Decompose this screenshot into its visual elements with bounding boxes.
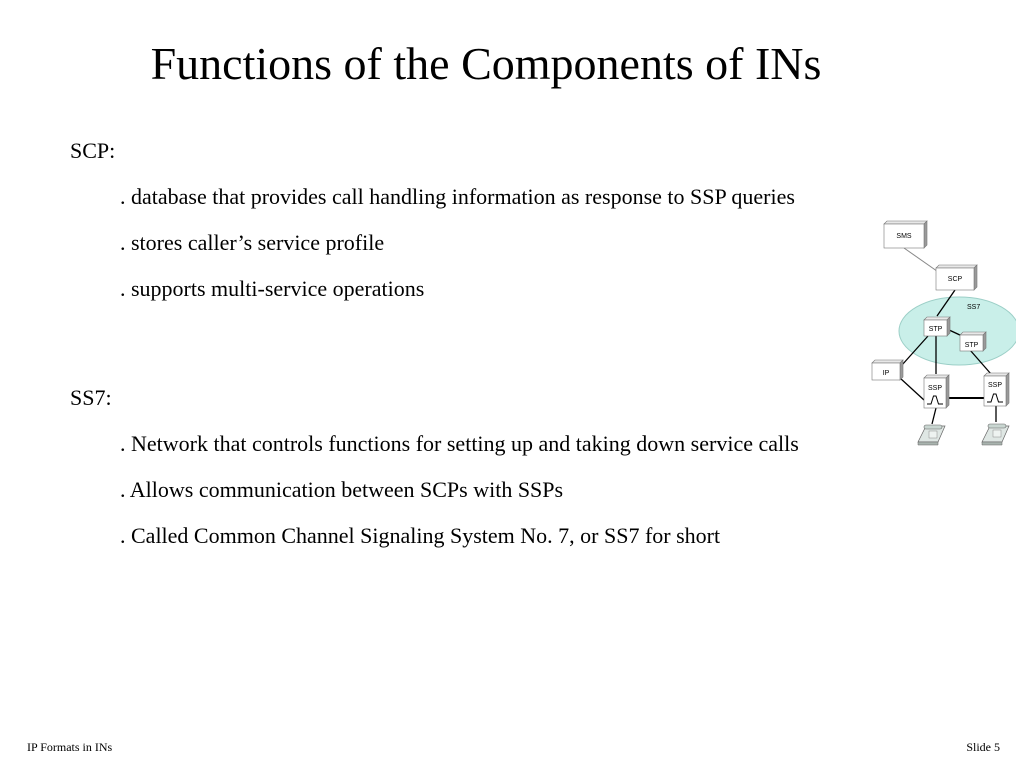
ip-label: IP [882,370,890,377]
telephone-icon [982,424,1009,445]
ss7-bullet-3: . Called Common Channel Signaling System No. 7, or SS7 for short [120,523,721,548]
footer-presentation-title: IP Formats in INs [27,740,113,754]
ss7-cloud [899,297,1016,365]
scp-bullet-2: . stores caller’s service profile [120,230,385,255]
scp-label: SCP [947,276,963,283]
link-ip-ssp1 [900,378,924,400]
stp-label-2: STP [964,342,979,349]
scp-node [936,265,977,290]
ss7-bullet-2: . Allows communication between SCPs with SSPs [120,477,564,502]
telephone-icon [918,425,945,445]
ssp-node-1 [924,375,949,408]
scp-heading: SCP: [70,138,116,163]
scp-bullet-3: . supports multi-service operations [120,276,425,301]
scp-bullet-1: . database that provides call handling information as response to SSP queries [120,184,795,209]
ssp-label-2: SSP [987,382,1003,389]
stp-node-1 [924,317,950,336]
ssp-label-1: SSP [927,385,943,392]
link-ssp1-phone [932,408,936,424]
ss7-bullet-1: . Network that controls functions for setting up and taking down service calls [120,431,799,456]
footer-slide-number: Slide 5 [966,740,1000,754]
ip-node [872,360,903,380]
ssp-node-2 [984,373,1009,406]
ss7-label: SS7 [967,304,981,311]
in-network-diagram [860,212,1016,452]
slide-title: Functions of the Components of INs [150,38,822,89]
ss7-heading: SS7: [70,385,112,410]
stp-node-2 [960,332,986,351]
sms-node [884,221,927,248]
sms-label: SMS [896,233,912,240]
stp-label-1: STP [928,326,943,333]
